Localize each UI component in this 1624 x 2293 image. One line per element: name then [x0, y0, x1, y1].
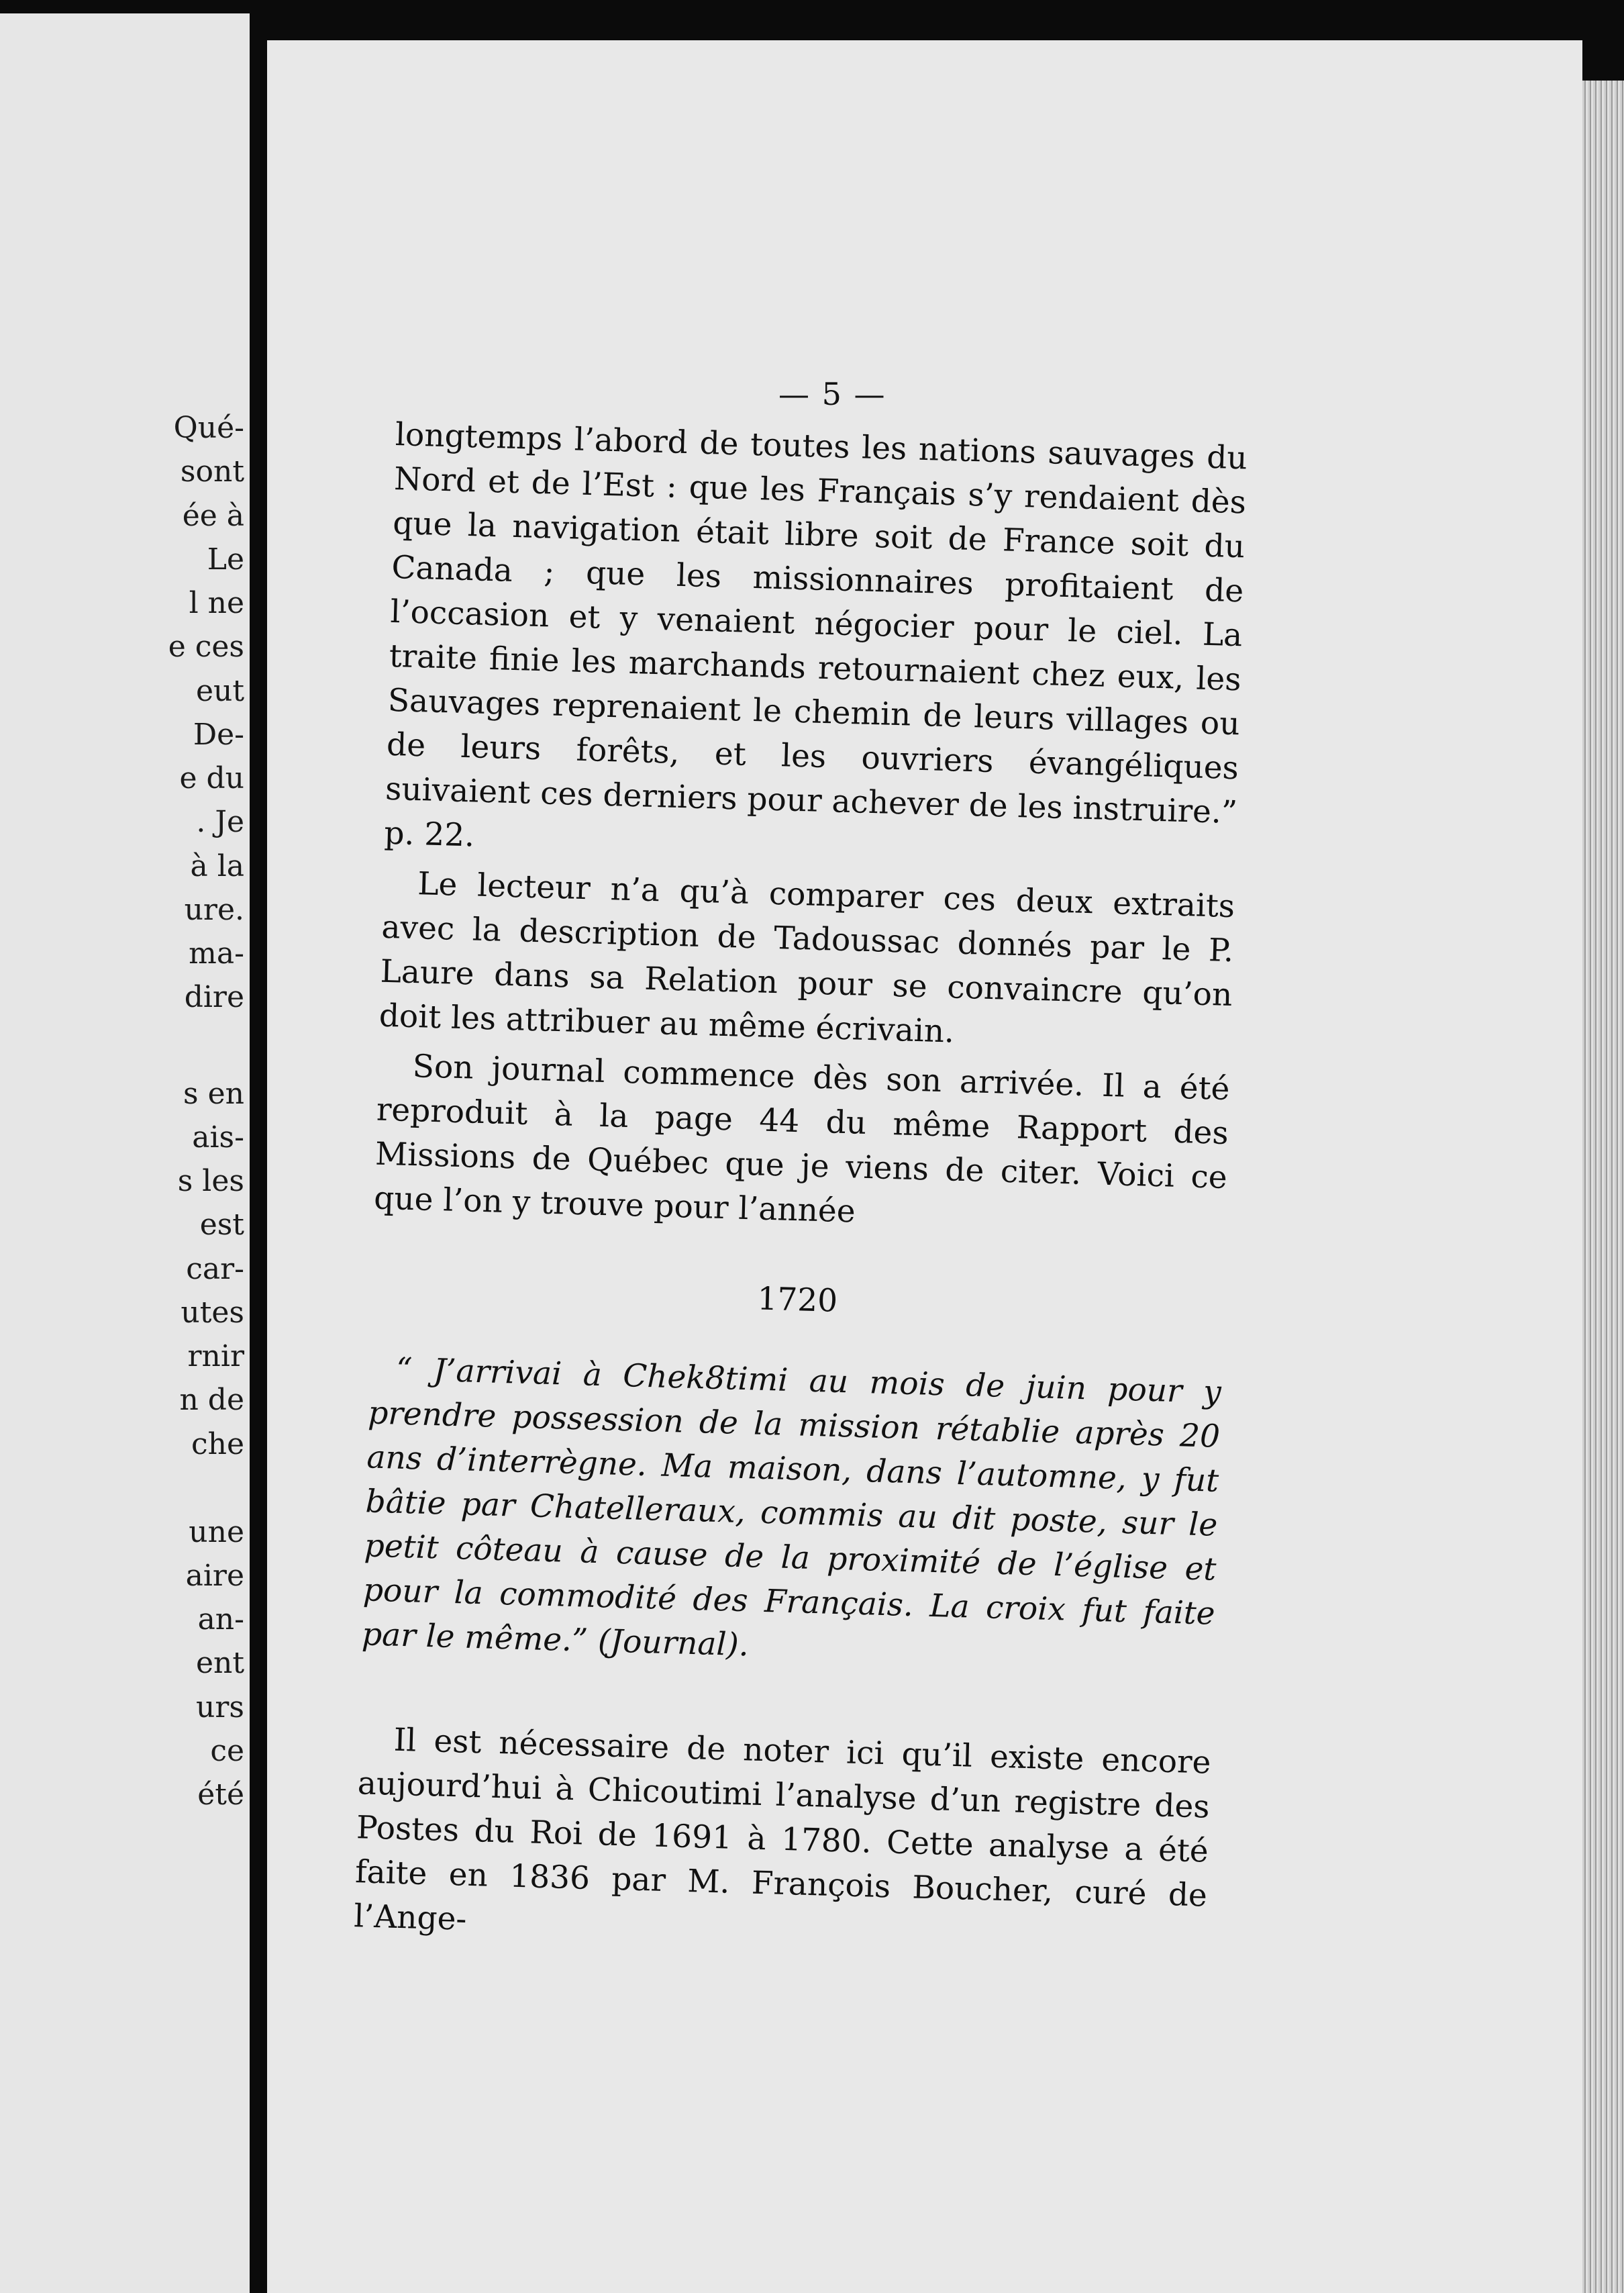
year-heading: 1720: [756, 1280, 838, 1320]
left-page-fragment: De-: [193, 718, 244, 752]
left-page-fragment: ure.: [184, 893, 244, 927]
left-page-fragment: s les: [177, 1164, 244, 1198]
left-page-fragment: ce: [210, 1734, 244, 1768]
left-page-fragment: utes: [181, 1296, 244, 1330]
left-page-fragment: . Je: [196, 805, 244, 839]
paragraph: longtemps l’abord de toutes les nations sauvages du Nord et de l’Est : que les Français s’y rendaient dès que la navigation était libre soit de France soit du Canada ; que les missionnaires profitaient de l’occasion et y venaient négocier pour le ciel. La traite finie les marchands retournaient chez eux, les Sauvages reprenaient le chemin de leurs villages ou de leurs forêts, et les ouvriers évangéliques suivaient ces derniers pour achever de les instruire.” p. 22.: [383, 416, 1248, 855]
left-page-fragment: urs: [196, 1690, 244, 1724]
left-page-fragment: ent: [195, 1646, 244, 1680]
paragraph: Son journal commence dès son arrivée. Il a été reproduit à la page 44 du même Rapport des Missions de Québec que je viens de citer. Voici ce que l’on y trouve pour l’année: [373, 1048, 1231, 1230]
left-page-fragment: ée à: [182, 499, 244, 533]
left-page-fragment: s en: [183, 1077, 244, 1111]
left-page-fragment: rnir: [187, 1339, 244, 1373]
book-gutter: [250, 13, 267, 2293]
left-page-fragment: e du: [179, 761, 244, 795]
paragraph: Le lecteur n’a qu’à comparer ces deux extraits avec la description de Tadoussac donnés par le P. Laure dans sa Relation pour se convaincre qu’on doit les attribuer au même écrivain.: [378, 865, 1235, 1051]
left-page-fragment: ais-: [192, 1120, 244, 1155]
left-page-fragment: e ces: [168, 630, 244, 664]
body-text: [354, 413, 1248, 1963]
left-page-fragment: une: [189, 1515, 244, 1549]
left-page-fragment: an-: [197, 1602, 244, 1637]
left-page-fragment: été: [197, 1777, 244, 1812]
left-page-fragment: ma-: [189, 936, 244, 971]
left-page-fragment: n de: [179, 1383, 244, 1417]
left-page-fragment: Qué-: [173, 411, 244, 445]
left-page-fragment: à la: [190, 849, 244, 883]
left-page-fragment: l ne: [189, 586, 244, 620]
left-page-fragment: aire: [185, 1559, 244, 1593]
left-page-fragment: Le: [207, 542, 244, 577]
paragraph: Il est nécessaire de noter ici qu’il existe encore aujourd’hui à Chicoutimi l’analyse d’un registre des Postes du Roi de 1691 à 1780. Cette analyse a été faite en 1836 par M. François Boucher, curé de l’Ange-: [353, 1721, 1212, 1938]
left-page-fragment: car-: [186, 1252, 244, 1286]
left-page-fragment: eut: [195, 674, 244, 708]
left-page-fragment: est: [199, 1208, 244, 1242]
journal-quote: “ J’arrivai à Chek8timi au mois de juin pour y prendre possession de la mission rétablie après 20 ans d’interrègne. Ma maison, dans l’automne, y fut bâtie par Chatelleraux, commis au dit poste, sur le petit côteau à cause de la proximité de l’église et pour la commodité des Français. La croix fut faite par le même.” (Journal).: [361, 1351, 1222, 1664]
left-page-fragment: dire: [184, 980, 244, 1014]
left-page: [0, 13, 250, 2293]
left-page-fragment: sont: [180, 454, 244, 489]
page-edges: [1582, 81, 1624, 2293]
left-page-fragment: che: [191, 1427, 244, 1461]
page-number: — 5 —: [778, 376, 886, 412]
